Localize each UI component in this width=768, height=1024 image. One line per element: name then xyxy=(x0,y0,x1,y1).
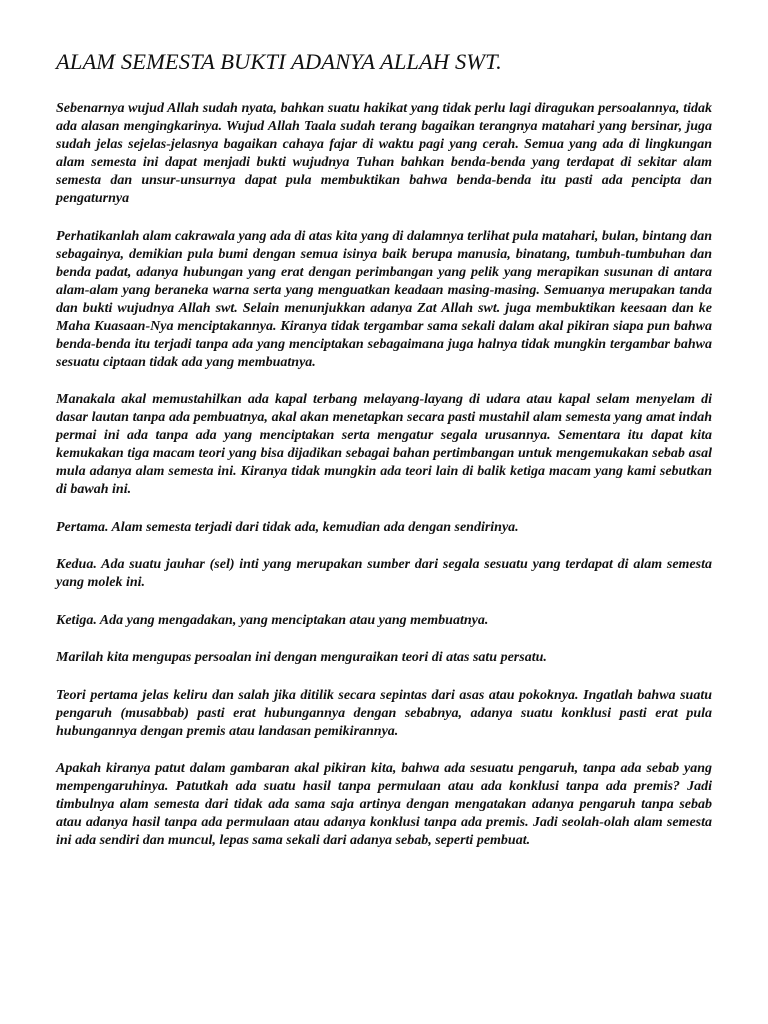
paragraph-theory-third: Ketiga. Ada yang mengadakan, yang menciptakan atau yang membuatnya. xyxy=(56,612,489,628)
paragraph-theory-first: Pertama. Alam semesta terjadi dari tidak ada, kemudian ada dengan sendirinya. xyxy=(56,519,519,535)
document-title: ALAM SEMESTA BUKTI ADANYA ALLAH SWT. xyxy=(56,49,502,74)
paragraph-cause-effect: Apakah kiranya patut dalam gambaran akal pikiran kita, bahwa ada sesuatu pengaruh, tanpa ada sebab yang mempengaruhinya. Patutkah ada suatu hasil tanpa permulaan atau ada konklusi tanpa ada premis? Jadi timbulnya alam semesta dari tidak ada sama saja artinya dengan mengatakan adanya pengaruh tanpa sebab atau adanya hasil tanpa ada permulaan atau adanya konklusi tanpa ada premis. Jadi seolah-olah alam semesta ini ada sendiri dan muncul, lepas sama sekali dari adanya sebab, seperti pembuat. xyxy=(56,761,712,848)
paragraph-discussion-intro: Marilah kita mengupas persoalan ini dengan menguraikan teori di atas satu persatu. xyxy=(56,650,547,665)
paragraph-cakrawala: Perhatikanlah alam cakrawala yang ada di atas kita yang di dalamnya terlihat pula matahari, bulan, bintang dan sebagainya, demikian pula bumi dengan semua isinya baik berupa manusia, binatang, tumbuh-tumbuhan dan benda padat, adanya hubungan yang erat dengan perimbangan yang pelik yang merapikan susunan di antara alam-alam yang beraneka warna serta yang menguatkan keadaan masing-masing. Semuanya merupakan tanda dan bukti wujudnya Allah swt. Selain menunjukkan adanya Zat Allah swt. juga membuktikan keesaan dan ke Maha Kuasaan-Nya menciptakannya. Kiranya tidak tergambar sama sekali dalam akal pikiran siapa pun bahwa benda-benda itu terjadi tanpa ada yang menciptakan sebagaimana juga halnya tidak mungkin tergambar bahwa sesuatu ciptaan tidak ada yang membuatnya. xyxy=(56,228,712,370)
paragraph-first-theory-analysis: Teori pertama jelas keliru dan salah jika ditilik secara sepintas dari asas atau pokoknya. Ingatlah bahwa suatu pengaruh (musabbab) pasti erat hubungannya dengan sebabnya, adanya suatu konklusi pasti erat pula hubungannya dengan premis atau landasan pemikirannya. xyxy=(56,687,712,739)
paragraph-theory-second: Kedua. Ada suatu jauhar (sel) inti yang merupakan sumber dari segala sesuatu yang terdapat di alam semesta yang molek ini. xyxy=(56,557,712,590)
paragraph-three-theories: Manakala akal memustahilkan ada kapal terbang melayang-layang di udara atau kapal selam menyelam di dasar lautan tanpa ada pembuatnya, akal akan menetapkan secara pasti mustahil alam semesta yang amat indah permai ini ada tanpa ada yang menciptakan serta mengatur segala urusannya. Sementara itu dapat kita kemukakan tiga macam teori yang bisa dijadikan sebagai bahan pertimbangan untuk mengemukakan sebab asal mula adanya alam semesta ini. Kiranya tidak mungkin ada teori lain di balik ketiga macam yang kami sebutkan di bawah ini. xyxy=(56,392,712,497)
paragraph-intro: Sebenarnya wujud Allah sudah nyata, bahkan suatu hakikat yang tidak perlu lagi diragukan persoalannya, tidak ada alasan mengingkarinya. Wujud Allah Taala sudah terang bagaikan terangnya matahari yang bersinar, juga sudah jelas sejelas-jelasnya bagaikan cahaya fajar di waktu pagi yang cerah. Semua yang ada di lingkungan alam semesta ini dapat menjadi bukti wujudnya Tuhan bahkan benda-benda yang terdapat di sekitar alam semesta dan unsur-unsurnya dapat pula membuktikan bahwa benda-benda itu pasti ada pencipta dan pengaturnya xyxy=(56,101,712,206)
